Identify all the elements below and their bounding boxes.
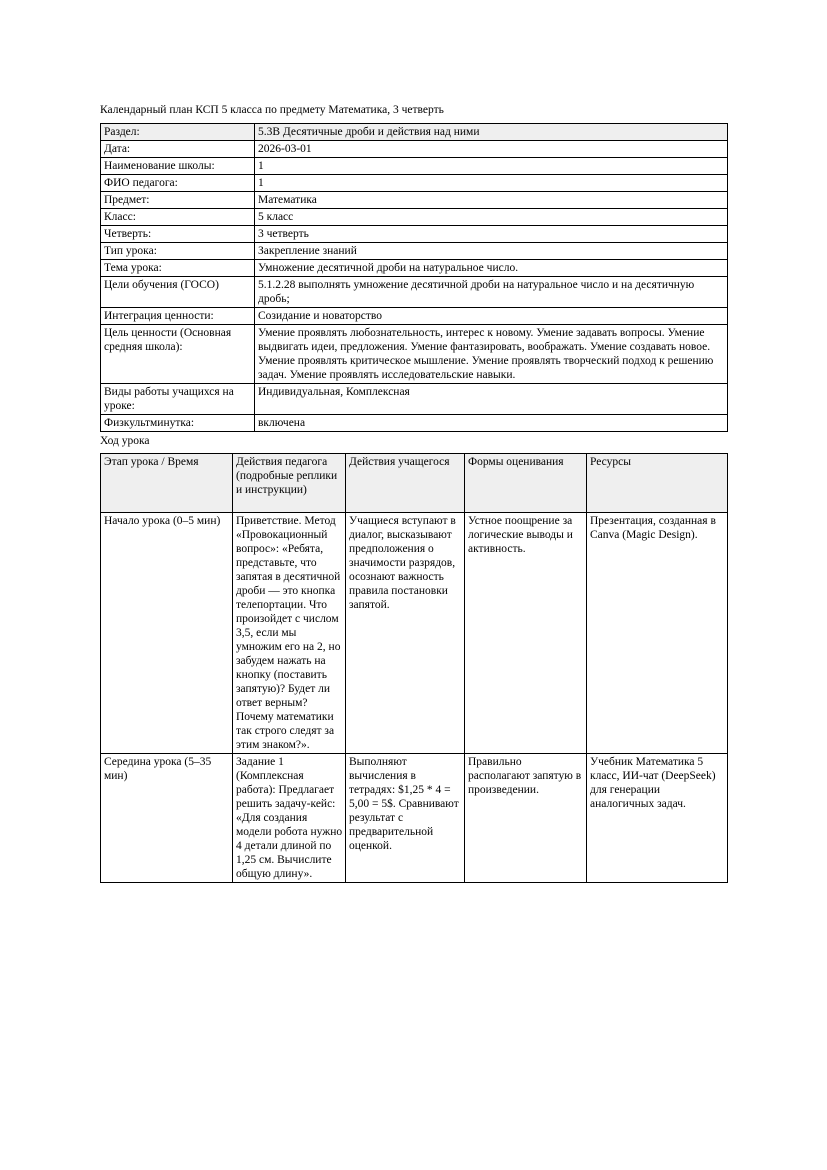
- info-value: Индивидуальная, Комплексная: [255, 384, 728, 415]
- cell-assessment-forms: Правильно располагают запятую в произведении.: [465, 754, 587, 883]
- table-row: [101, 325, 728, 384]
- info-label: Физкультминутка:: [101, 415, 255, 432]
- info-value: 2026-03-01: [255, 141, 728, 158]
- info-value: Математика: [255, 192, 728, 209]
- table-row: [101, 754, 728, 883]
- table-row: [101, 415, 728, 432]
- cell-student-actions: Выполняют вычисления в тетрадях: $1,25 * 4 = 5,00 = 5$. Сравнивают результат с предварительной оценкой.: [346, 754, 465, 883]
- info-label: Раздел:: [101, 124, 255, 141]
- info-value: Умение проявлять любознательность, интерес к новому. Умение задавать вопросы. Умение выдвигать идеи, предложения. Умение фантазировать, воображать. Умение создавать новое. Умение проявлять критическое мышление. Умение проявлять творческий подход к решению задач. Умение проявлять исследовательские навыки.: [255, 325, 728, 384]
- info-label: Тема урока:: [101, 260, 255, 277]
- info-label: Цель ценности (Основная средняя школа):: [101, 325, 255, 384]
- column-header-stage: Этап урока / Время: [101, 454, 233, 513]
- info-label: Интеграция ценности:: [101, 308, 255, 325]
- cell-resources: Презентация, созданная в Canva (Magic Design).: [587, 513, 728, 754]
- table-row: [101, 141, 728, 158]
- table-row: [101, 226, 728, 243]
- table-row: [101, 158, 728, 175]
- table-row: [101, 260, 728, 277]
- info-label: Тип урока:: [101, 243, 255, 260]
- info-label: Класс:: [101, 209, 255, 226]
- lesson-info-table: [100, 123, 728, 432]
- table-row: [101, 243, 728, 260]
- lesson-flow-head: [101, 454, 728, 513]
- cell-teacher-actions: Приветствие. Метод «Провокационный вопрос»: «Ребята, представьте, что запятая в десятичной дроби — это кнопка телепортации. Что произойдет с числом 3,5, если мы умножим его на 2, но забудем нажать на кнопку (поставить запятую)? Будет ли ответ верным? Почему математики так строго следят за этим знаком?».: [233, 513, 346, 754]
- section-caption-lesson-flow: Ход урока: [100, 435, 150, 447]
- info-value: Созидание и новаторство: [255, 308, 728, 325]
- cell-stage: Середина урока (5–35 мин): [101, 754, 233, 883]
- info-label: ФИО педагога:: [101, 175, 255, 192]
- info-label: Наименование школы:: [101, 158, 255, 175]
- table-row: [101, 192, 728, 209]
- column-header-student-actions: Действия учащегося: [346, 454, 465, 513]
- table-header-row: [101, 454, 728, 513]
- column-header-teacher-actions: Действия педагога (подробные реплики и инструкции): [233, 454, 346, 513]
- lesson-flow-body: [101, 513, 728, 883]
- info-value: 1: [255, 175, 728, 192]
- info-value: 5 класс: [255, 209, 728, 226]
- cell-teacher-actions: Задание 1 (Комплексная работа): Предлагает решить задачу-кейс: «Для создания модели робота нужно 4 детали длиной по 1,25 см. Вычислите общую длину».: [233, 754, 346, 883]
- table-row: [101, 277, 728, 308]
- cell-resources: Учебник Математика 5 класс, ИИ-чат (DeepSeek) для генерации аналогичных задач.: [587, 754, 728, 883]
- lesson-flow-table: [100, 453, 728, 883]
- cell-stage: Начало урока (0–5 мин): [101, 513, 233, 754]
- info-value: 5.1.2.28 выполнять умножение десятичной дроби на натуральное число и на десятичную дробь;: [255, 277, 728, 308]
- cell-student-actions: Учащиеся вступают в диалог, высказывают предположения о значимости разрядов, осознают важность правила постановки запятой.: [346, 513, 465, 754]
- info-value: 3 четверть: [255, 226, 728, 243]
- info-value: включена: [255, 415, 728, 432]
- info-value: Умножение десятичной дроби на натуральное число.: [255, 260, 728, 277]
- table-row: [101, 384, 728, 415]
- info-label: Дата:: [101, 141, 255, 158]
- info-label: Четверть:: [101, 226, 255, 243]
- info-label: Виды работы учащихся на уроке:: [101, 384, 255, 415]
- info-label: Цели обучения (ГОСО): [101, 277, 255, 308]
- cell-assessment-forms: Устное поощрение за логические выводы и активность.: [465, 513, 587, 754]
- table-row: [101, 209, 728, 226]
- page-title: Календарный план КСП 5 класса по предмету Математика, 3 четверть: [100, 104, 444, 116]
- table-row: [101, 308, 728, 325]
- column-header-resources: Ресурсы: [587, 454, 728, 513]
- lesson-info-body: [101, 124, 728, 432]
- table-row: [101, 175, 728, 192]
- table-row: [101, 124, 728, 141]
- table-row: [101, 513, 728, 754]
- info-value: 1: [255, 158, 728, 175]
- info-value: 5.3В Десятичные дроби и действия над ними: [255, 124, 728, 141]
- info-value: Закрепление знаний: [255, 243, 728, 260]
- info-label: Предмет:: [101, 192, 255, 209]
- column-header-assessment-forms: Формы оценивания: [465, 454, 587, 513]
